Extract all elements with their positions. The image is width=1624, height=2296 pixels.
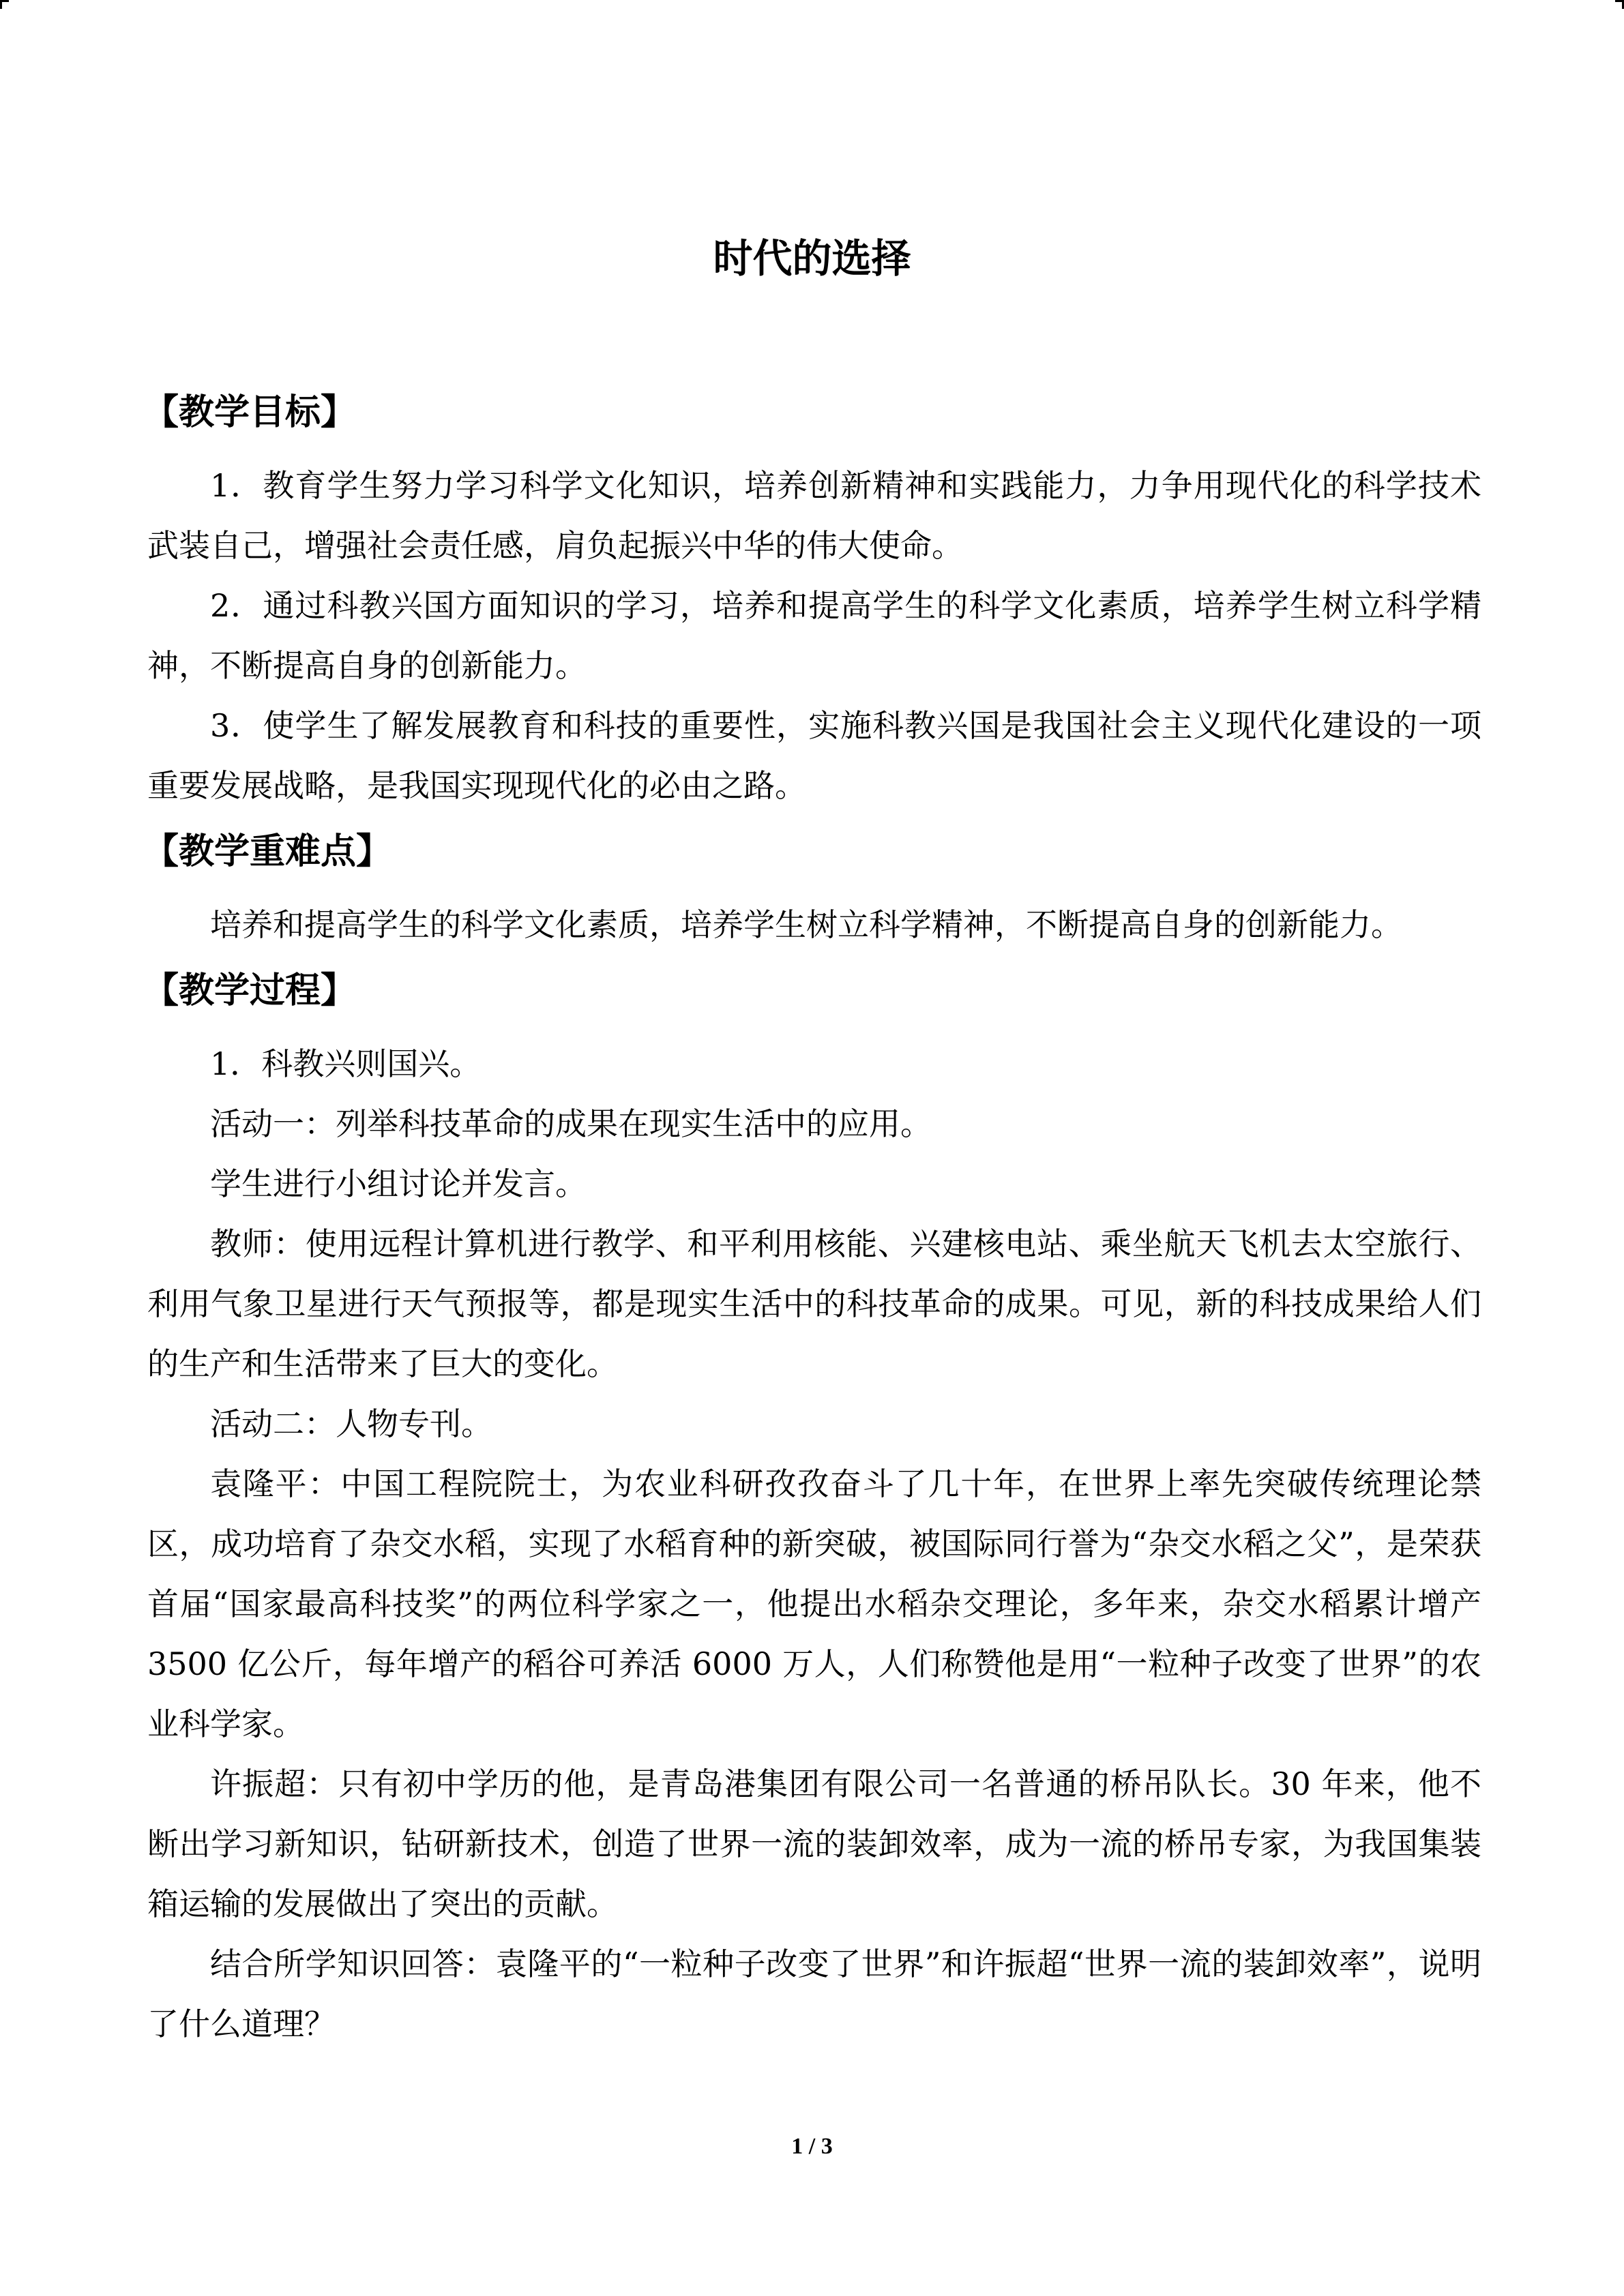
section-heading-objectives: 【教学目标】 <box>143 392 357 433</box>
section-heading-key-points: 【教学重难点】 <box>143 831 392 872</box>
process-paragraph: 袁隆平：中国工程院院士，为农业科研孜孜奋斗了几十年，在世界上率先突破传统理论禁区，成功培育了杂交水稻，实现了水稻育种的新突破，被国际同行誉为“杂交水稻之父”，是荣获首届“国家最高科技奖”的两位科学家之一，他提出水稻杂交理论，多年来，杂交水稻累计增产 3500 亿公斤，每年增产的稻谷可养活 6000 万人，人们称赞他是用“一粒种子改变了世界”的农业科学家。 <box>147 1465 1481 1742</box>
objective-paragraph: 1．教育学生努力学习科学文化知识，培养创新精神和实践能力，力争用现代化的科学技术武装自己，增强社会责任感，肩负起振兴中华的伟大使命。 <box>147 467 1481 564</box>
document-title: 时代的选择 <box>713 235 911 282</box>
process-paragraph: 结合所学知识回答：袁隆平的“一粒种子改变了世界”和许振超“世界一流的装卸效率”，说明了什么道理？ <box>147 1945 1481 2042</box>
document-body <box>143 382 1481 2054</box>
section-heading-process: 【教学过程】 <box>143 970 357 1011</box>
process-paragraph: 活动二：人物专刊。 <box>210 1405 492 1442</box>
process-paragraph: 学生进行小组讨论并发言。 <box>210 1165 587 1202</box>
objective-paragraph: 3．使学生了解发展教育和科技的重要性，实施科教兴国是我国社会主义现代化建设的一项重要发展战略，是我国实现现代化的必由之路。 <box>147 707 1481 804</box>
page-corner-mark <box>1615 0 1624 9</box>
process-paragraph: 活动一：列举科技革命的成果在现实生活中的应用。 <box>210 1105 932 1142</box>
objective-paragraph: 2．通过科教兴国方面知识的学习，培养和提高学生的科学文化素质，培养学生树立科学精神，不断提高自身的创新能力。 <box>147 587 1481 684</box>
page-number: 1 / 3 <box>791 2134 833 2159</box>
process-paragraph: 许振超：只有初中学历的他，是青岛港集团有限公司一名普通的桥吊队长。30 年来，他不断出学习新知识，钻研新技术，创造了世界一流的装卸效率，成为一流的桥吊专家，为我国集装箱运输的发展做出了突出的贡献。 <box>147 1765 1481 1922</box>
process-paragraph: 1．科教兴则国兴。 <box>210 1045 482 1082</box>
key-points-paragraph: 培养和提高学生的科学文化素质，培养学生树立科学精神，不断提高自身的创新能力。 <box>210 906 1402 943</box>
process-paragraph: 教师：使用远程计算机进行教学、和平利用核能、兴建核电站、乘坐航天飞机去太空旅行、利用气象卫星进行天气预报等，都是现实生活中的科技革命的成果。可见，新的科技成果给人们的生产和生活带来了巨大的变化。 <box>147 1225 1481 1382</box>
page-corner-mark <box>0 0 9 9</box>
